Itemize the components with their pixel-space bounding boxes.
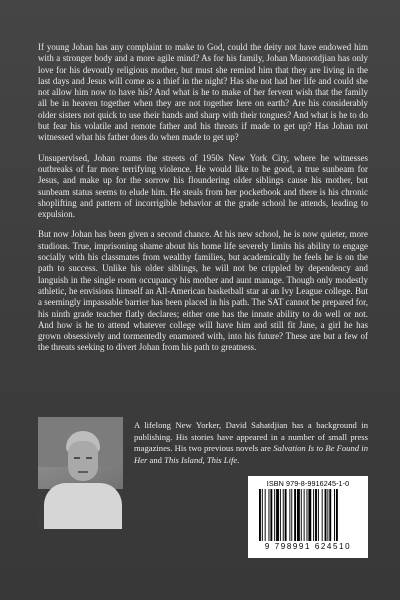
bio-text: . [237,454,240,465]
isbn-barcode [248,476,368,558]
bio-text: A lifelong New Yorker, David Sahatdjian has a background in publishing. His stories have appeared in a number of small press magazines. His two previous novels are [134,420,368,453]
author-bio [134,420,368,466]
barcode-stripe [304,489,305,541]
barcode-stripe [329,489,331,541]
barcode-number: 9 798991 624510 [264,542,352,551]
bio-text: and [147,454,165,465]
barcode-stripe [259,489,261,541]
barcode-stripe [336,489,338,541]
barcode-stripe [297,489,300,541]
author-photo [38,417,123,529]
barcode-stripe [322,489,323,541]
barcode-stripe [269,489,270,541]
barcode-stripe [289,489,290,541]
barcode-stripe [280,489,281,541]
synopsis-blurb [38,42,368,363]
barcode-stripe [294,489,296,541]
blurb-paragraph: But now Johan has been given a second chance. At his new school, he is now quieter, more studious. True, imprisoning shame about his home life severely limits his ability to engage socially with his classmates from wealthy families, but academically he feels he is on the path to success. Unlike his older siblings, he will not be crippled by dependency and languish in the single room occupancy his mother and aunt manage. Though only modestly athletic, he envisions himself an All-American basketball star at an Ivy League college. But a seemingly impassable barrier has been placed in his path. The SAT cannot be prepared for, his ninth grade teacher flatly declares; either one has the innate ability to do well or not. And how is he to attend whatever college will have him and still fit Jane, a girl he has grown obsessively and tormentedly enamored with, into his future? These are but a few of the threats seeking to divert Johan from his path to greatness. [38,229,368,353]
barcode-bars [259,489,359,541]
barcode-stripe [327,489,328,541]
isbn-label: ISBN 979-8-9916245-1-0 [266,479,350,488]
barcode-stripe [274,489,275,541]
barcode-stripe [283,489,284,541]
barcode-stripe [270,489,272,541]
barcode-stripe [313,489,314,541]
barcode-stripe [301,489,302,541]
barcode-stripe [276,489,279,541]
barcode-stripe [285,489,287,541]
barcode-stripe [308,489,311,541]
previous-novel-title: Salvation Is to Be Found in Her [134,443,368,465]
barcode-stripe [315,489,317,541]
blurb-paragraph: Unsupervised, Johan roams the streets of 1950s New York City, where he witnesses outbreaks of far more terrifying violence. He would like to be good, a true sunbeam for Jesus, and make up for the sorrow his floundering older siblings cause his mother, but sunbeam status seems to elude him. He steals from her pocketbook and there is his chronic shoplifting and pattern of incorrigible behavior at the grade school he attends, leading to expulsion. [38,152,368,220]
barcode-stripe [325,489,327,541]
previous-novel-title: This Island, This Life [164,454,238,465]
barcode-stripe [334,489,335,541]
barcode-stripe [307,489,308,541]
barcode-stripe [262,489,263,541]
barcode-stripe [291,489,292,541]
blurb-paragraph: If young Johan has any complaint to make to God, could the deity not have endowed him with a stronger body and a more agile mind? As for his family, Johan Manootdjian has only love for his devoutly religious mother, but must she remind him that they are living in the last days and Jesus will come as a thief in the night? Has she not had her life and could she not allow him now to have his? And what is he to make of her fervent wish that the family all be in heaven together when they are not together here on earth? Are his considerably older sisters not quick to use their hands and sharp with their tongues? And what is he to do but fear his volatile and remote father and his threats if made to get up? Has Johan not witnessed what his father does do when made to get up? [38,42,368,143]
barcode-stripe [318,489,319,541]
barcode-stripe [265,489,266,541]
